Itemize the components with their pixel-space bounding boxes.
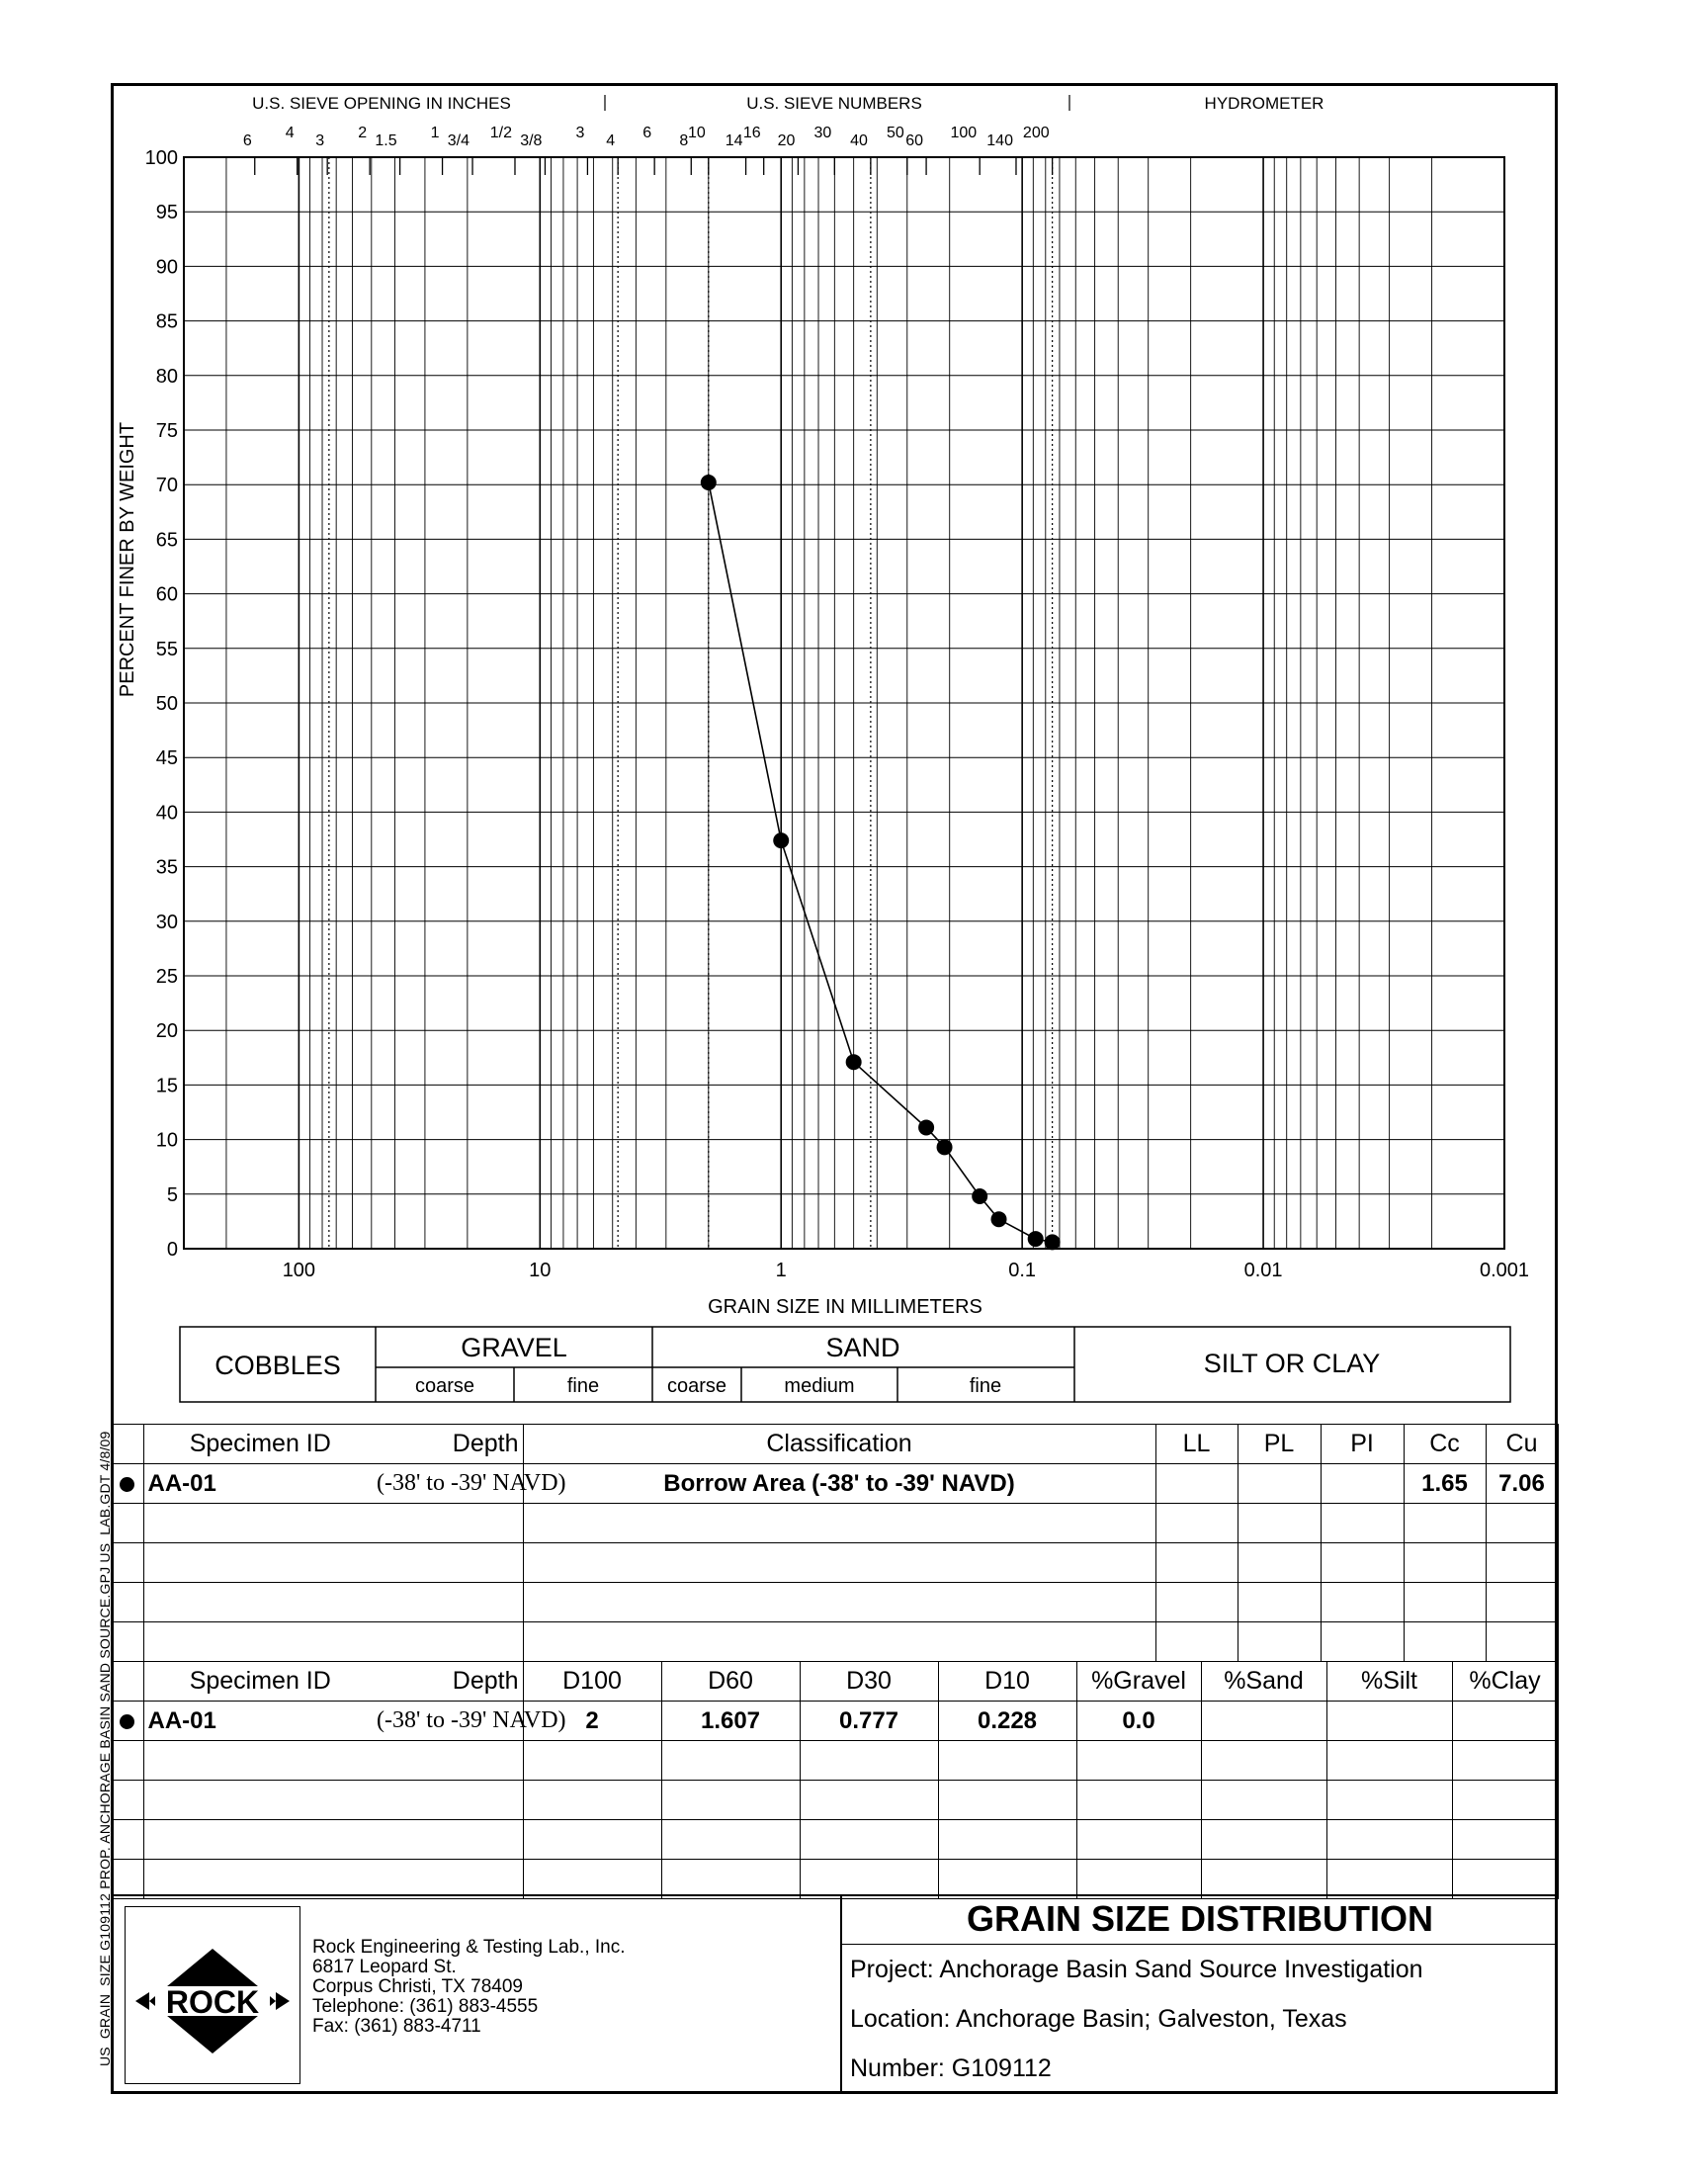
company-city: Corpus Christi, TX 78409	[312, 1976, 523, 1997]
specimen-id: AA-01	[143, 1702, 377, 1741]
title-block	[840, 1894, 1558, 2094]
col-d100: D100	[523, 1662, 661, 1702]
x-tick-label: 1	[775, 1260, 787, 1281]
col-clay: %Clay	[1452, 1662, 1558, 1702]
data-point	[846, 1054, 862, 1070]
top-header-hydrometer: HYDROMETER	[1204, 94, 1324, 113]
y-tick-label: 15	[155, 1075, 178, 1097]
sieve-label: 6	[642, 125, 652, 141]
company-street: 6817 Leopard St.	[312, 1957, 457, 1977]
company-name: Rock Engineering & Testing Lab., Inc.	[312, 1937, 626, 1958]
chart-series	[701, 475, 1061, 1250]
silt-clay-label: SILT OR CLAY	[1203, 1349, 1381, 1378]
sieve-label: 100	[950, 125, 978, 141]
specimen-marker-icon	[120, 1477, 134, 1492]
table-row	[111, 1820, 1558, 1860]
y-tick-label: 60	[155, 583, 178, 606]
top-header-inches: U.S. SIEVE OPENING IN INCHES	[252, 94, 511, 113]
x-axis-label: GRAIN SIZE IN MILLIMETERS	[708, 1296, 982, 1318]
y-axis-label: PERCENT FINER BY WEIGHT	[117, 421, 138, 698]
y-tick-label: 65	[155, 529, 178, 552]
table-row	[111, 1741, 1558, 1781]
sieve-label: 8	[679, 132, 689, 149]
data-point	[918, 1119, 934, 1135]
col-pi: PI	[1321, 1425, 1404, 1464]
sieve-label: 3/8	[520, 132, 543, 149]
sand-medium-label: medium	[784, 1375, 855, 1397]
data-point	[701, 475, 717, 490]
col-d10: D10	[938, 1662, 1076, 1702]
data-point	[991, 1211, 1007, 1227]
table-row	[111, 1464, 1558, 1504]
chart-grid	[184, 157, 1504, 1249]
col-specimen-id: Specimen ID	[143, 1662, 377, 1702]
location-line: Location: Anchorage Basin; Galveston, Texas	[850, 2005, 1347, 2033]
y-tick-label: 100	[144, 147, 178, 169]
col-pl: PL	[1238, 1425, 1321, 1464]
cobbles-label: COBBLES	[214, 1351, 341, 1380]
x-tick-label: 10	[529, 1260, 552, 1281]
silt-percent	[1326, 1702, 1452, 1741]
project-line: Project: Anchorage Basin Sand Source Investigation	[850, 1956, 1423, 1983]
col-gravel: %Gravel	[1076, 1662, 1201, 1702]
sieve-label: 20	[777, 132, 796, 149]
sieve-label: 50	[886, 125, 904, 141]
y-tick-label: 55	[155, 638, 178, 660]
sieve-label: 3	[315, 132, 325, 149]
sieve-label: 60	[905, 132, 924, 149]
file-path-note: US_GRAIN_SIZE G109112 PROP. ANCHORAGE BASIN SAND SOURCE.GPJ US_LAB.GDT 4/8/09	[97, 1431, 113, 2066]
sieve-label: 2	[358, 125, 368, 141]
specimen-marker-icon	[120, 1714, 134, 1729]
table-row	[111, 1543, 1558, 1583]
y-tick-label: 35	[155, 856, 178, 879]
col-cc: Cc	[1404, 1425, 1486, 1464]
sieve-label: 3/4	[447, 132, 470, 149]
y-tick-label: 30	[155, 911, 178, 933]
d60-value: 1.607	[661, 1702, 800, 1741]
col-sand: %Sand	[1201, 1662, 1326, 1702]
sand-label: SAND	[825, 1333, 900, 1362]
table-row	[111, 1583, 1558, 1622]
data-point	[1045, 1234, 1061, 1250]
grain-size-chart	[111, 83, 1558, 1319]
data-point	[937, 1139, 953, 1155]
sieve-label: 1.5	[375, 132, 397, 149]
series-line-AA-01	[709, 482, 1053, 1242]
y-tick-label: 80	[155, 365, 178, 388]
logo-text: ROCK	[165, 1984, 260, 2020]
sieve-label: 30	[813, 125, 832, 141]
sieve-label: 1	[430, 125, 440, 141]
y-tick-label: 75	[155, 420, 178, 442]
company-logo	[125, 1906, 300, 2084]
y-tick-label: 50	[155, 693, 178, 715]
cu-value: 7.06	[1486, 1464, 1558, 1504]
specimen-depth: (-38' to -39' NAVD)	[377, 1702, 523, 1741]
classification-header-row	[111, 1425, 1558, 1464]
sieve-label: 14	[725, 132, 743, 149]
company-fax: Fax: (361) 883-4711	[312, 2016, 481, 2037]
sieve-label: 40	[850, 132, 868, 149]
x-tick-label: 0.001	[1479, 1260, 1530, 1281]
company-info	[312, 1938, 626, 2037]
y-tick-label: 10	[155, 1129, 178, 1152]
d30-value: 0.777	[800, 1702, 938, 1741]
y-tick-label: 5	[166, 1183, 178, 1206]
x-tick-label: 0.01	[1243, 1260, 1283, 1281]
sieve-label: 4	[285, 125, 295, 141]
classification-value: Borrow Area (-38' to -39' NAVD)	[523, 1464, 1155, 1504]
top-header-numbers: U.S. SIEVE NUMBERS	[746, 94, 922, 113]
sieve-label: 10	[688, 125, 706, 141]
sand-fine-label: fine	[969, 1375, 1002, 1397]
company-phone: Telephone: (361) 883-4555	[312, 1996, 539, 2017]
sieve-label: 16	[742, 125, 761, 141]
pi-value	[1321, 1464, 1404, 1504]
y-tick-label: 85	[155, 310, 178, 333]
sieve-label: 200	[1022, 125, 1050, 141]
table-row	[111, 1622, 1558, 1662]
table-row	[111, 1504, 1558, 1543]
table-row	[111, 1702, 1558, 1741]
y-tick-label: 20	[155, 1020, 178, 1043]
col-depth: Depth	[377, 1662, 523, 1702]
classification-table	[111, 1424, 1559, 1662]
sieve-label: 3	[575, 125, 585, 141]
sand-coarse-label: coarse	[666, 1375, 727, 1397]
gradation-header-row	[111, 1662, 1558, 1702]
pl-value	[1238, 1464, 1321, 1504]
ll-value	[1155, 1464, 1238, 1504]
col-classification: Classification	[523, 1425, 1155, 1464]
y-tick-label: 90	[155, 256, 178, 279]
col-depth: Depth	[377, 1425, 523, 1464]
col-d60: D60	[661, 1662, 800, 1702]
data-point	[773, 832, 789, 848]
data-point	[972, 1188, 987, 1204]
specimen-id: AA-01	[143, 1464, 377, 1504]
rock-logo-icon	[126, 1907, 299, 2083]
cc-value: 1.65	[1404, 1464, 1486, 1504]
sieve-label: 4	[606, 132, 616, 149]
table-row	[111, 1860, 1558, 1899]
y-tick-label: 25	[155, 966, 178, 988]
d10-value: 0.228	[938, 1702, 1076, 1741]
gravel-coarse-label: coarse	[414, 1375, 475, 1397]
col-silt: %Silt	[1326, 1662, 1452, 1702]
gravel-label: GRAVEL	[461, 1333, 567, 1362]
sieve-label: 1/2	[489, 125, 512, 141]
d100-value: 2	[523, 1702, 661, 1741]
data-point	[1028, 1231, 1044, 1247]
report-footer	[111, 1894, 1558, 2094]
y-tick-label: 95	[155, 202, 178, 224]
col-cu: Cu	[1486, 1425, 1558, 1464]
table-row	[111, 1781, 1558, 1820]
col-ll: LL	[1155, 1425, 1238, 1464]
y-tick-label: 70	[155, 475, 178, 497]
x-tick-label: 100	[282, 1260, 316, 1281]
sieve-label: 6	[242, 132, 252, 149]
sand-percent	[1201, 1702, 1326, 1741]
number-line: Number: G109112	[850, 2054, 1052, 2082]
report-title: GRAIN SIZE DISTRIBUTION	[842, 1894, 1558, 1945]
col-specimen-id: Specimen ID	[143, 1425, 377, 1464]
specimen-depth: (-38' to -39' NAVD)	[377, 1464, 523, 1504]
col-d30: D30	[800, 1662, 938, 1702]
gravel-percent: 0.0	[1076, 1702, 1201, 1741]
sieve-label: 140	[986, 132, 1013, 149]
clay-percent	[1452, 1702, 1558, 1741]
gravel-fine-label: fine	[566, 1375, 600, 1397]
y-tick-label: 45	[155, 747, 178, 770]
x-tick-label: 0.1	[1008, 1260, 1037, 1281]
soil-classification-bar	[178, 1325, 1512, 1408]
y-tick-label: 0	[166, 1239, 178, 1261]
y-tick-label: 40	[155, 802, 178, 825]
gradation-table	[111, 1661, 1559, 1899]
